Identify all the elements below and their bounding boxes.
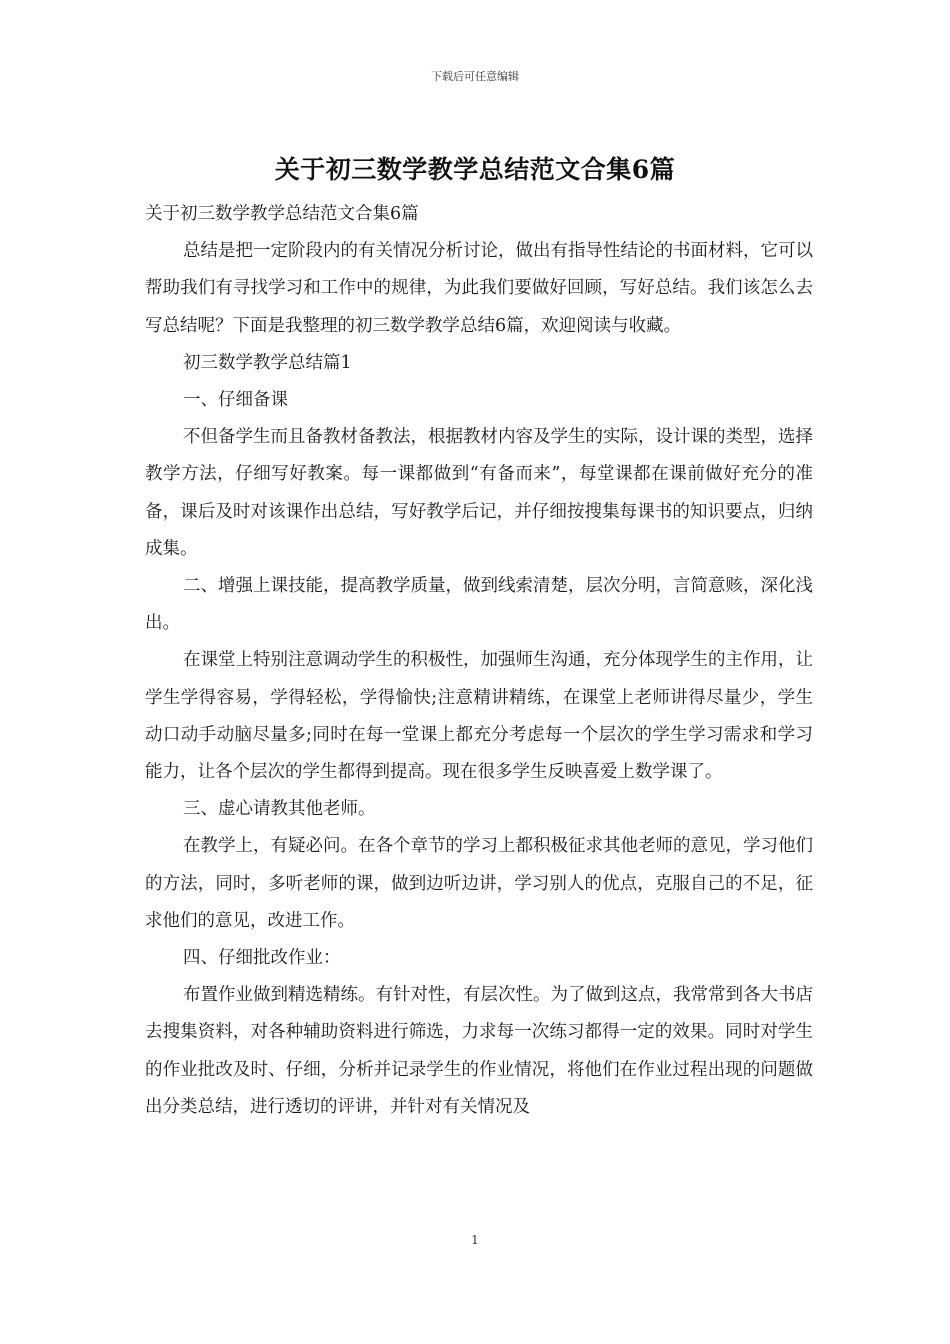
page-title: 关于初三数学教学总结范文合集6篇 bbox=[274, 155, 676, 184]
subsection-heading-3: 三、虚心请教其他老师。 bbox=[183, 799, 376, 820]
document-body bbox=[145, 196, 813, 1126]
body-paragraph: 在课堂上特别注意调动学生的积极性，加强师生沟通，充分体现学生的主作用，让学生学得容易，学得轻松，学得愉快;注意精讲精练，在课堂上老师讲得尽量少，学生动口动手动脑尽量多;同时在每一堂课上都充分考虑每一个层次的学生学习需求和学习能力，让各个层次的学生都得到提高。现在很多学生反映喜爱上数学课了。 bbox=[145, 650, 813, 783]
header-note: 下载后可任意编辑 bbox=[431, 70, 519, 83]
subsection-heading-4: 四、仔细批改作业： bbox=[183, 948, 341, 969]
page-number: 1 bbox=[471, 1233, 479, 1247]
subtitle-paragraph: 关于初三数学教学总结范文合集6篇 bbox=[145, 204, 419, 224]
intro-paragraph: 总结是把一定阶段内的有关情况分析讨论，做出有指导性结论的书面材料，它可以帮助我们有寻找学习和工作中的规律，为此我们要做好回顾，写好总结。我们该怎么去写总结呢？下面是我整理的初三数学教学总结6篇，欢迎阅读与收藏。 bbox=[145, 241, 813, 336]
body-paragraph: 不但备学生而且备教材备教法，根据教材内容及学生的实际，设计课的类型，选择教学方法，仔细写好教案。每一课都做到“有备而来”，每堂课都在课前做好充分的准备，课后及时对该课作出总结，写好教学后记，并仔细按搜集每课书的知识要点，归纳成集。 bbox=[145, 427, 813, 559]
body-paragraph: 在教学上，有疑必问。在各个章节的学习上都积极征求其他老师的意见，学习他们的方法，同时，多听老师的课，做到边听边讲，学习别人的优点，克服自己的不足，征求他们的意见，改进工作。 bbox=[145, 836, 813, 931]
subsection-heading-2: 二、增强上课技能，提高教学质量，做到线索清楚，层次分明，言简意赅，深化浅出。 bbox=[145, 576, 813, 634]
section-heading: 初三数学教学总结篇1 bbox=[183, 352, 352, 373]
body-paragraph: 布置作业做到精选精练。有针对性，有层次性。为了做到这点，我常常到各大书店去搜集资料，对各种辅助资料进行筛选，力求每一次练习都得一定的效果。同时对学生的作业批改及时、仔细，分析并记录学生的作业情况，将他们在作业过程出现的问题做出分类总结，进行透切的评讲，并针对有关情况及 bbox=[145, 985, 813, 1117]
subsection-heading-1: 一、仔细备课 bbox=[183, 390, 288, 411]
